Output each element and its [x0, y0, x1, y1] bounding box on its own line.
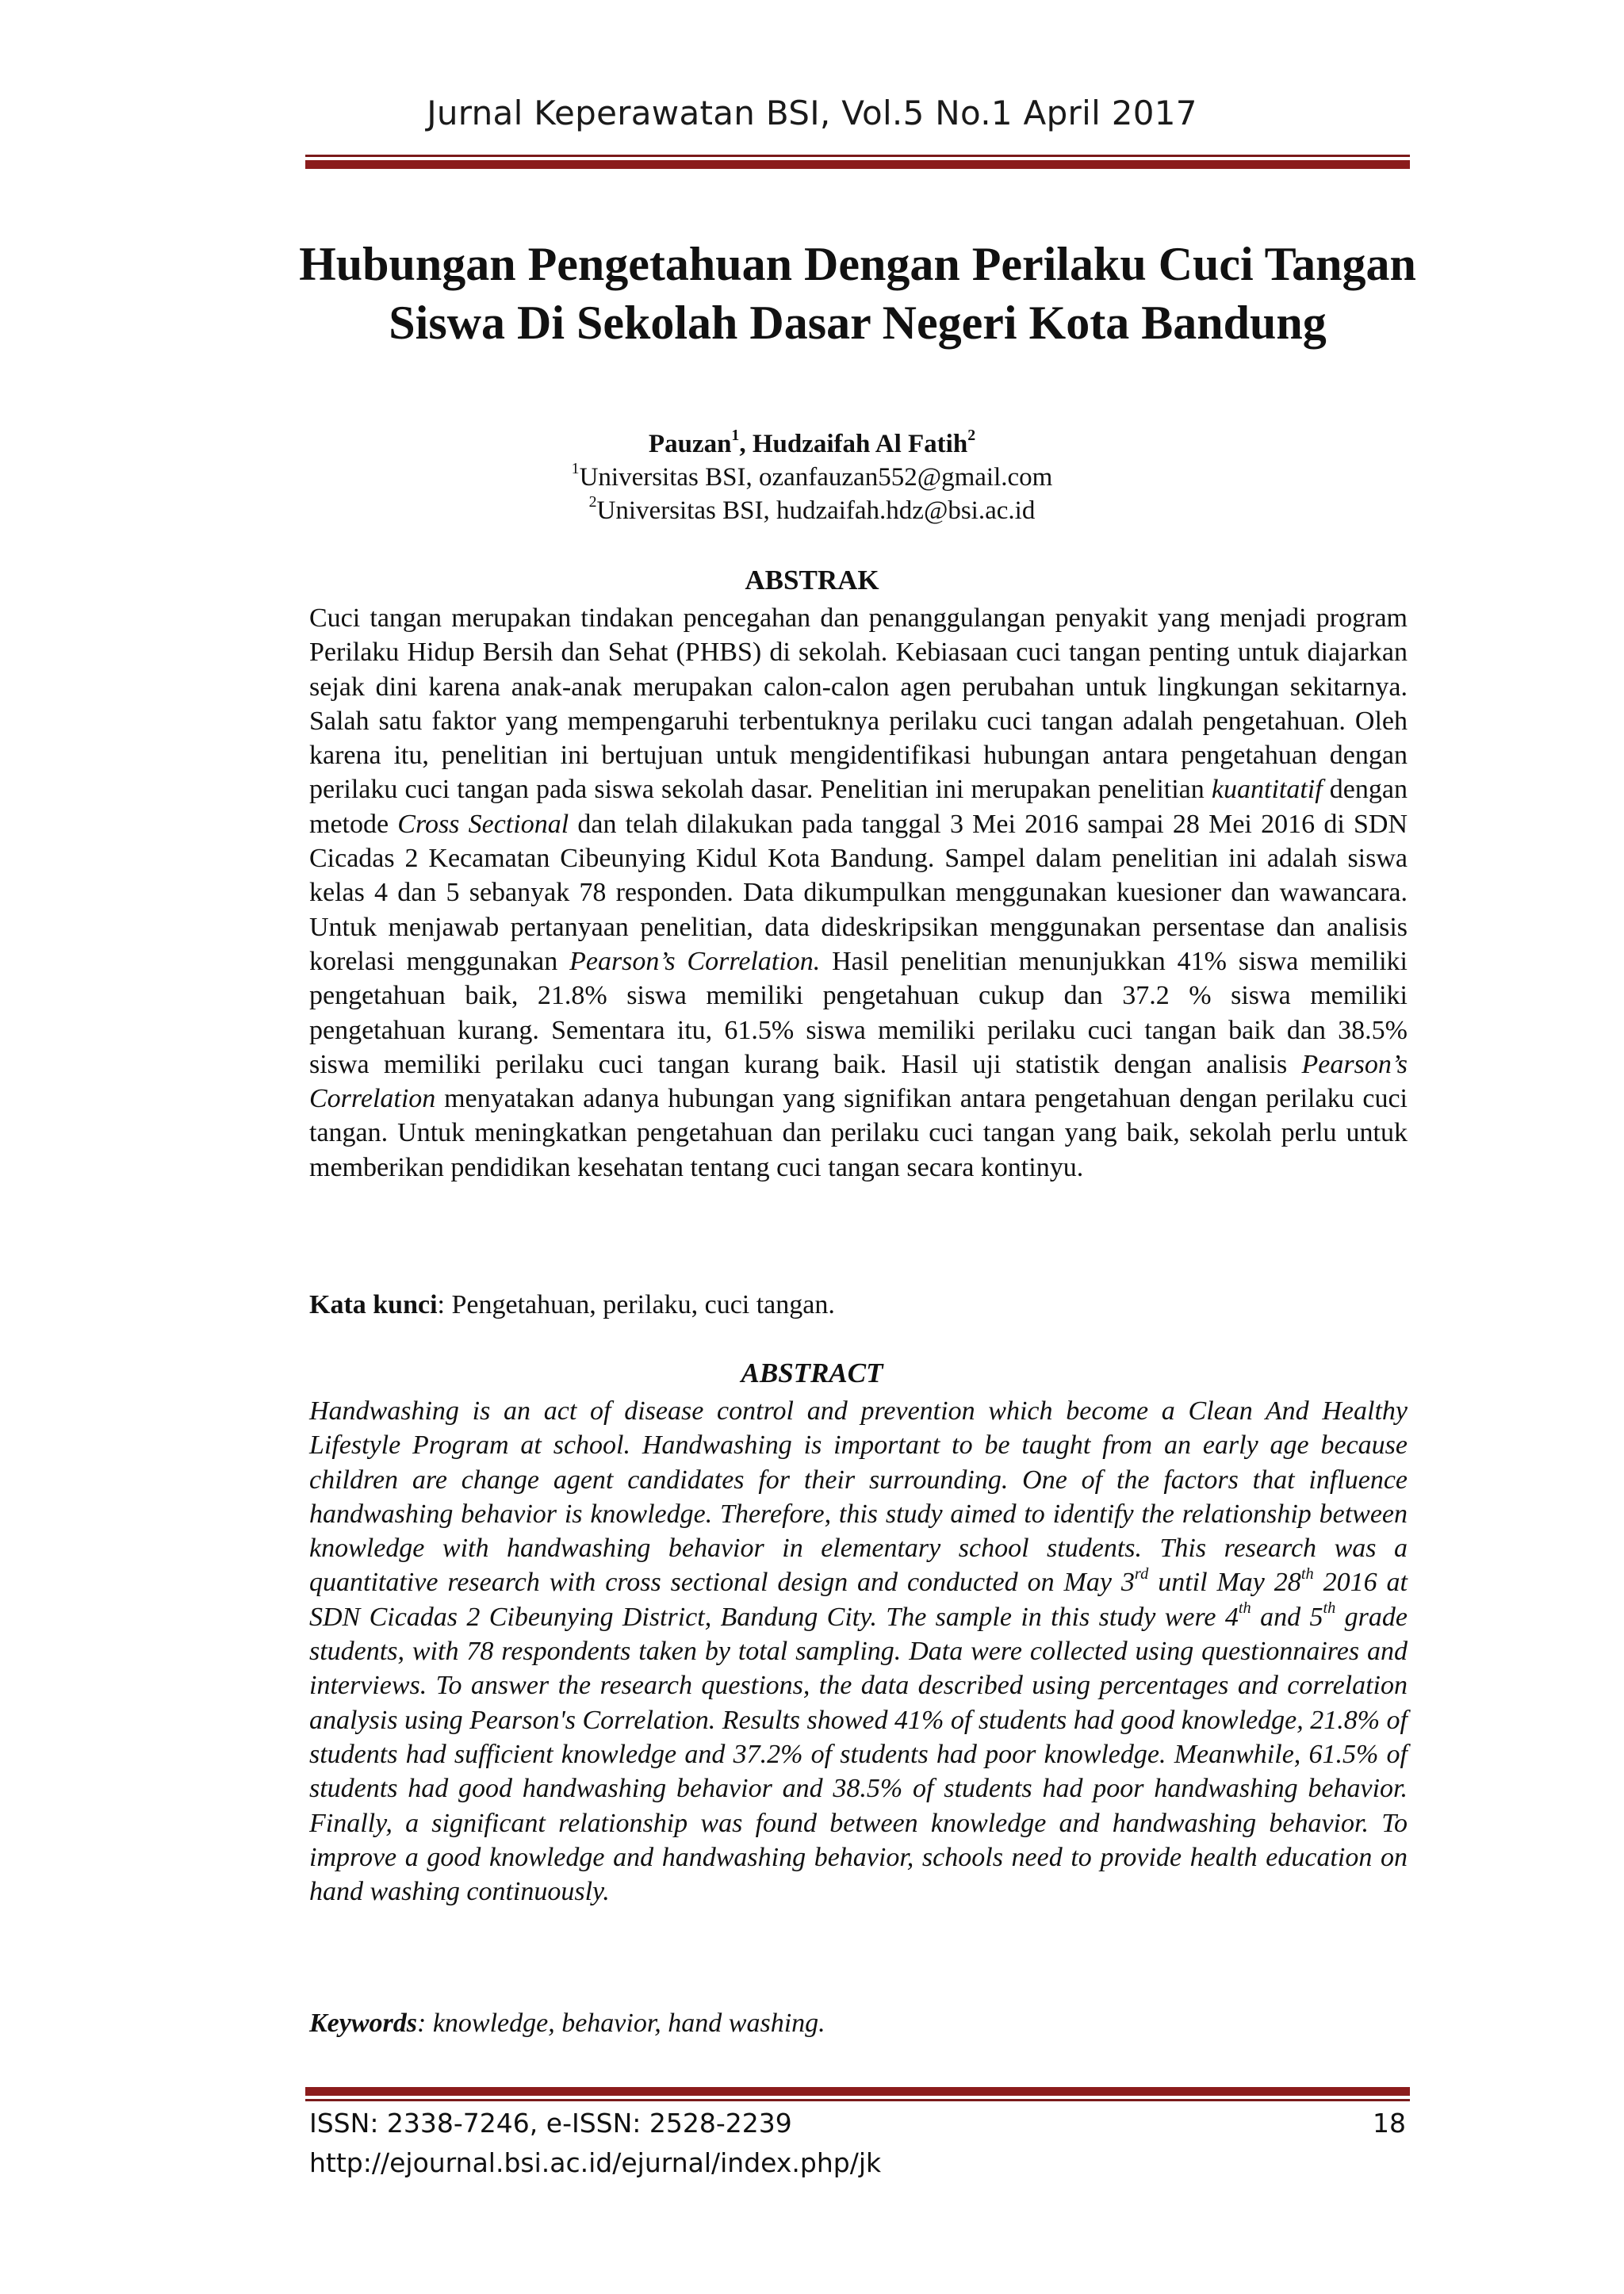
affiliation-line: [0, 495, 1624, 527]
author-name: Pauzan: [648, 430, 732, 458]
issn-text: ISSN: 2338-7246, e-ISSN: 2528-2239: [309, 2108, 792, 2139]
affiliation-text: Universitas BSI, ozanfauzan552@gmail.com: [579, 463, 1053, 492]
abstrak-emphasis: Pearson’s Correlation.: [569, 946, 821, 976]
keywords-text: : knowledge, behavior, hand washing.: [417, 2009, 825, 2038]
abstract-text: and 5: [1251, 1602, 1323, 1632]
abstract-heading: ABSTRACT: [741, 1358, 883, 1388]
abstract-text: until May 28: [1148, 1568, 1301, 1598]
affiliation-marker: 2: [967, 427, 976, 445]
abstrak-emphasis: Cross Sectional: [397, 809, 569, 839]
abstract-text: grade students, with 78 respondents taken by total sampling. Data were collected using questionnaires and interviews. To answer the research questions, the data described using percentages and correlation analysis using Pearson's Correlation. Results showed 41% of students had good knowledge, 21.8% of students had sufficient knowledge and 37.2% of students had poor knowledge. Meanwhile, 61.5% of students had good handwashing behavior and 38.5% of students had poor handwashing behavior. Finally, a significant relationship was found between knowledge and handwashing behavior. To improve a good knowledge and handwashing behavior, schools need to provide health education on hand washing continuously.: [309, 1602, 1408, 1907]
abstrak-text: Cuci tangan merupakan tindakan pencegahan dan penanggulangan penyakit yang menjadi program Perilaku Hidup Bersih dan Sehat (PHBS) di sekolah. Kebiasaan cuci tangan penting untuk diajarkan sejak dini karena anak-anak merupakan calon-calon agen perubahan untuk lingkungan sekitarnya. Salah satu faktor yang mempengaruhi terbentuknya perilaku cuci tangan adalah pengetahuan. Oleh karena itu, penelitian ini bertujuan untuk mengidentifikasi hubungan antara pengetahuan dengan perilaku cuci tangan pada siswa sekolah dasar. Penelitian ini merupakan penelitian: [309, 603, 1408, 805]
affiliation-text: Universitas BSI, hudzaifah.hdz@bsi.ac.id: [596, 496, 1036, 525]
article-title: Hubungan Pengetahuan Dengan Perilaku Cuci Tangan Siswa Di Sekolah Dasar Negeri Kota Bandung: [299, 238, 1416, 349]
keywords-line: [309, 2006, 1408, 2040]
abstrak-text: dengan metode: [309, 775, 1408, 839]
ordinal-suffix: th: [1238, 1599, 1251, 1618]
kata-kunci-label: Kata kunci: [309, 1290, 438, 1319]
author-line: [0, 428, 1624, 460]
abstrak-text: menyatakan adanya hubungan yang signifikan antara pengetahuan dengan perilaku cuci tangan. Untuk meningkatkan pengetahuan dan perilaku cuci tangan yang baik, sekolah perlu untuk memberikan pendidikan kesehatan tentang cuci tangan secara kontinyu.: [309, 1084, 1408, 1182]
abstrak-emphasis: Pearson’s Correlation: [309, 1049, 1408, 1114]
affiliation-line: [0, 461, 1624, 493]
keywords-label: Keywords: [309, 2009, 417, 2038]
footer-rule: [305, 2087, 1410, 2101]
author-separator: ,: [739, 430, 753, 458]
affiliation-marker: 2: [588, 493, 597, 511]
abstract-body: [309, 1394, 1408, 1909]
kata-kunci-line: [309, 1288, 1408, 1322]
ordinal-suffix: th: [1323, 1599, 1336, 1618]
header-rule: [305, 155, 1410, 169]
footer-info: [309, 2104, 881, 2183]
abstract-text: 2016 at SDN Cicadas 2 Cibeunying District, Bandung City. The sample in this study were 4: [309, 1568, 1408, 1632]
journal-url-link[interactable]: http://ejournal.bsi.ac.id/ejurnal/index.php/jk: [309, 2147, 882, 2178]
abstrak-body: [309, 601, 1408, 1185]
abstrak-emphasis: kuantitatif: [1211, 775, 1323, 805]
abstract-text: Handwashing is an act of disease control and prevention which become a Clean And Healthy Lifestyle Program at school. Handwashing is important to be taught from an early age because children are change agent candidates for their surrounding. One of the factors that influence handwashing behavior is knowledge. Therefore, this study aimed to identify the relationship between knowledge with handwashing behavior in elementary school students. This research was a quantitative research with cross sectional design and conducted on May 3: [309, 1396, 1408, 1598]
abstrak-heading: ABSTRAK: [745, 565, 879, 596]
affiliation-marker: 1: [571, 460, 580, 478]
abstrak-text: Hasil penelitian menunjukkan 41% siswa memiliki pengetahuan baik, 21.8% siswa memiliki pengetahuan cukup dan 37.2 % siswa memiliki pengetahuan kurang. Sementara itu, 61.5% siswa memiliki perilaku cuci tangan baik dan 38.5% siswa memiliki perilaku cuci tangan kurang baik. Hasil uji statistik dengan analisis: [309, 946, 1408, 1079]
abstrak-text: dan telah dilakukan pada tanggal 3 Mei 2016 sampai 28 Mei 2016 di SDN Cicadas 2 Kecamatan Cibeunying Kidul Kota Bandung. Sampel dalam penelitian ini adalah siswa kelas 4 dan 5 sebanyak 78 responden. Data dikumpulkan menggunakan kuesioner dan wawancara. Untuk menjawab pertanyaan penelitian, data dideskripsikan menggunakan persentase dan analisis korelasi menggunakan: [309, 809, 1408, 976]
page-number: 18: [1373, 2108, 1406, 2139]
ordinal-suffix: rd: [1134, 1565, 1149, 1584]
running-head: Jurnal Keperawatan BSI, Vol.5 No.1 April 2017: [427, 94, 1197, 132]
author-name: Hudzaifah Al Fatih: [752, 430, 968, 458]
kata-kunci-text: : Pengetahuan, perilaku, cuci tangan.: [437, 1290, 835, 1319]
ordinal-suffix: th: [1300, 1565, 1314, 1584]
affiliation-marker: 1: [731, 427, 740, 445]
